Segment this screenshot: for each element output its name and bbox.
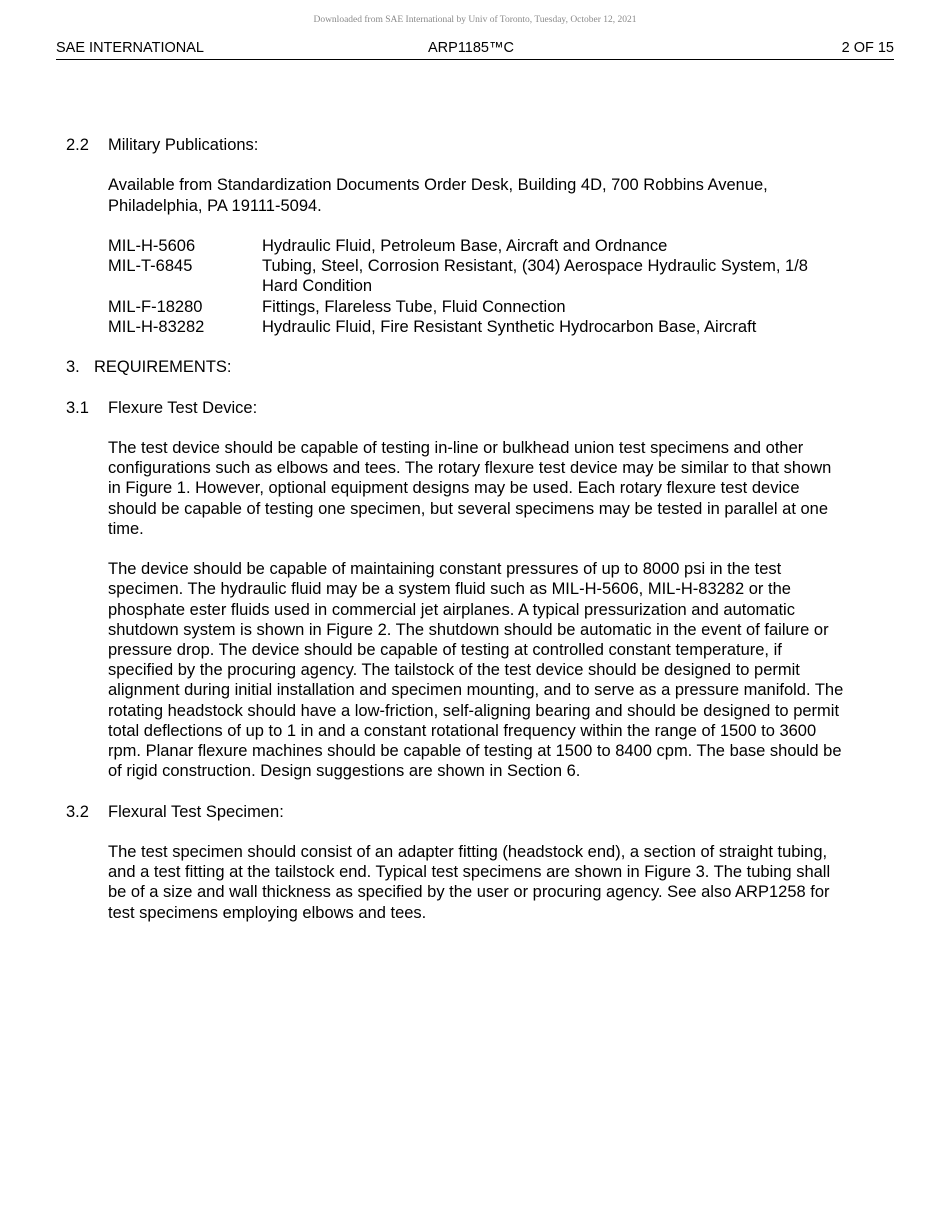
section-2-2-heading [66, 135, 866, 155]
military-references-list [66, 236, 866, 337]
section-title: Flexural Test Specimen: [108, 802, 284, 821]
section-title: Military Publications: [108, 136, 259, 154]
section-number: 3. [66, 358, 80, 377]
reference-row [108, 297, 866, 317]
section-3-1-paragraph-1: The test device should be capable of testing in-line or bulkhead union test specimens and other configurations such as elbows and tees. The rotary flexure test device may be similar to that shown in Figure 1. However, optional equipment designs may be used. Each rotary flexure test device should be capable of testing one specimen, but several specimens may be tested in parallel at one time. [108, 438, 832, 538]
reference-title: Hydraulic Fluid, Petroleum Base, Aircraft and Ordnance [262, 236, 668, 255]
reference-row [108, 256, 866, 296]
section-3-2-paragraph-1: The test specimen should consist of an adapter fitting (headstock end), a section of straight tubing, and a test fitting at the tailstock end. Typical test specimens are shown in Figure 3. The tubing shall be of a size and wall thickness as specified by the user or procuring agency. See also ARP1258 for test specimens employing elbows and tees. [108, 842, 831, 922]
reference-id: MIL-H-5606 [108, 236, 196, 255]
section-3-1-heading [66, 398, 866, 418]
section-3-heading [66, 357, 866, 377]
section-number: 3.2 [66, 802, 89, 821]
download-watermark: Downloaded from SAE International by Univ of Toronto, Tuesday, October 12, 2021 [313, 15, 637, 25]
reference-title: Tubing, Steel, Corrosion Resistant, (304) Aerospace Hydraulic System, 1/8 Hard Condition [262, 257, 808, 296]
reference-title: Fittings, Flareless Tube, Fluid Connection [262, 297, 566, 316]
reference-id: MIL-F-18280 [108, 297, 203, 316]
page-header [56, 38, 894, 60]
reference-row [108, 236, 866, 256]
reference-id: MIL-T-6845 [108, 257, 193, 276]
document-body [66, 135, 866, 923]
reference-row [108, 317, 866, 337]
header-document-id: ARP1185™C [428, 40, 514, 56]
reference-title: Hydraulic Fluid, Fire Resistant Synthetic Hydrocarbon Base, Aircraft [262, 317, 757, 336]
section-title: REQUIREMENTS: [94, 358, 232, 377]
section-number: 2.2 [66, 136, 89, 154]
header-page-number: 2 OF 15 [841, 40, 894, 56]
section-2-2-intro: Available from Standardization Documents Order Desk, Building 4D, 700 Robbins Avenue, Philadelphia, PA 19111-5094. [108, 176, 768, 215]
section-title: Flexure Test Device: [108, 398, 258, 417]
section-3-2-heading [66, 802, 866, 822]
section-number: 3.1 [66, 398, 89, 417]
section-3-1-paragraph-2: The device should be capable of maintaining constant pressures of up to 8000 psi in the test specimen. The hydraulic fluid may be a system fluid such as MIL-H-5606, MIL-H-83282 or the phosphate ester fluids used in commercial jet airplanes. A typical pressurization and automatic shutdown system is shown in Figure 2. The shutdown should be automatic in the event of failure or pressure drop. The device should be capable of testing at controlled constant temperature, if specified by the procuring agency. The tailstock of the test device should be designed to permit alignment during initial installation and specimen mounting, and to serve as a pressure manifold. The rotating headstock should have a low-friction, self-aligning bearing and should be designed to permit total deflections of up to 1 in and a constant rotational frequency within the range of 1500 to 3600 rpm. Planar flexure machines should be capable of testing at 1500 to 8400 cpm. The base should be of rigid construction. Design suggestions are shown in Section 6. [108, 560, 844, 781]
header-organization: SAE INTERNATIONAL [56, 40, 204, 56]
reference-id: MIL-H-83282 [108, 317, 205, 336]
